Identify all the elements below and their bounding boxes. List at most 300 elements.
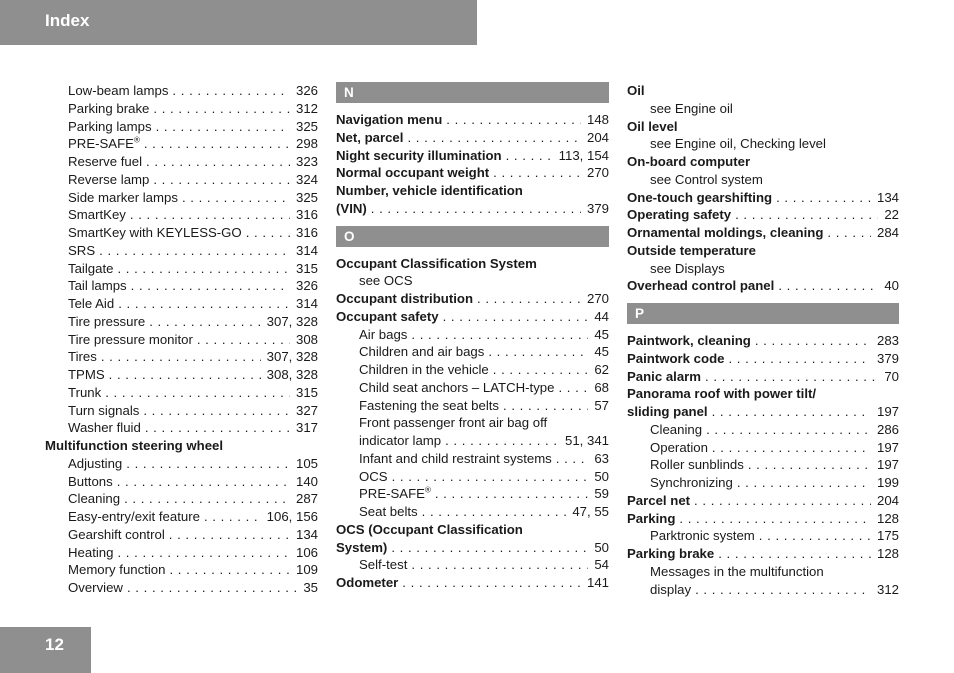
dot-leader <box>149 313 260 331</box>
entry-label: Tail lamps <box>68 278 127 294</box>
entry-page-ref: 45 <box>594 344 609 360</box>
index-entry <box>336 379 609 397</box>
entry-label: Adjusting <box>68 455 123 471</box>
entry-label: Easy-entry/exit feature <box>68 509 200 524</box>
index-column-2 <box>336 82 609 592</box>
entry-page-ref: 316 <box>295 207 318 223</box>
index-entry <box>336 556 609 574</box>
dot-leader <box>712 439 871 457</box>
dot-leader <box>204 508 261 526</box>
index-entry <box>336 503 609 521</box>
dot-leader <box>558 379 588 397</box>
entry-page-ref: 106 <box>295 544 318 560</box>
entry-label: sliding panel <box>627 404 708 419</box>
entry-label: Cleaning <box>650 421 703 437</box>
index-entry <box>45 402 318 420</box>
entry-label: Panic alarm <box>627 368 702 384</box>
entry-page-ref: 140 <box>295 473 318 489</box>
index-entry <box>627 350 899 368</box>
index-entry <box>45 224 318 242</box>
entry-label: Operating safety <box>627 207 732 223</box>
dot-leader <box>506 147 553 165</box>
entry-label: Net, parcel <box>336 129 404 145</box>
entry-page-ref: 40 <box>884 278 899 294</box>
entry-label: Multifunction steering wheel <box>45 438 224 453</box>
entry-label: Children in the vehicle <box>359 362 489 377</box>
index-entry <box>45 366 318 384</box>
dot-leader <box>391 539 588 557</box>
dot-leader <box>153 171 290 189</box>
dot-leader <box>446 111 581 129</box>
entry-page-ref: 307, 328 <box>266 313 318 329</box>
index-entry <box>627 456 899 474</box>
entry-label: On-board computer <box>627 154 751 169</box>
entry-label: Outside temperature <box>627 242 756 258</box>
entry-label: OCS <box>359 468 388 484</box>
index-entry <box>336 361 609 379</box>
dot-leader <box>735 206 878 224</box>
index-entry <box>45 526 318 544</box>
entry-page-ref: 315 <box>295 384 318 400</box>
index-entry <box>336 343 609 361</box>
entry-label: Heating <box>68 544 114 560</box>
index-entry <box>336 468 609 486</box>
dot-leader <box>117 544 290 562</box>
entry-label: Tailgate <box>68 260 114 276</box>
index-entry <box>336 255 609 273</box>
index-entry <box>627 563 899 581</box>
entry-page-ref: 314 <box>295 296 318 311</box>
entry-list <box>627 82 899 295</box>
index-entry <box>45 313 318 331</box>
entry-page-ref: 22 <box>884 207 899 223</box>
dot-leader <box>706 421 871 439</box>
dot-leader <box>144 135 290 153</box>
dot-leader <box>169 526 290 544</box>
dot-leader <box>130 206 290 224</box>
index-entry <box>45 295 318 313</box>
entry-page-ref: 134 <box>876 189 899 205</box>
index-entry <box>336 485 609 503</box>
entry-page-ref: 379 <box>876 350 899 366</box>
index-entry <box>627 510 899 528</box>
index-entry <box>336 432 609 450</box>
index-entry <box>336 414 609 432</box>
index-entry <box>627 492 899 510</box>
dot-leader <box>197 331 290 349</box>
index-entry <box>45 490 318 508</box>
index-entry <box>336 326 609 344</box>
entry-page-ref: 62 <box>594 362 609 377</box>
dot-leader <box>146 153 290 171</box>
index-entry <box>336 397 609 415</box>
entry-label: Paintwork, cleaning <box>627 333 751 348</box>
index-entry <box>336 539 609 557</box>
entry-page-ref: 54 <box>594 557 609 573</box>
dot-leader <box>488 343 588 361</box>
entry-label: Occupant safety <box>336 308 439 324</box>
entry-page-ref: 50 <box>594 468 609 484</box>
entry-label: Tire pressure monitor <box>68 331 193 347</box>
index-entry <box>45 277 318 295</box>
index-entry <box>45 437 318 455</box>
header-bar <box>0 0 477 45</box>
dot-leader <box>493 164 581 182</box>
dot-leader <box>145 419 290 437</box>
section-header-o: O <box>336 226 609 247</box>
entry-label: see OCS <box>359 273 413 289</box>
entry-label: PRE-SAFE® <box>359 485 431 502</box>
entry-page-ref: 270 <box>586 291 609 306</box>
index-entry <box>336 521 609 539</box>
entry-label: Buttons <box>68 473 113 489</box>
index-entry <box>336 200 609 218</box>
entry-label: Messages in the multifunction <box>650 563 824 579</box>
entry-page-ref: 204 <box>876 492 899 508</box>
entry-page-ref: 63 <box>594 450 609 466</box>
index-column-1 <box>45 82 318 597</box>
entry-list <box>627 332 899 598</box>
entry-label: Side marker lamps <box>68 189 178 205</box>
entry-page-ref: 109 <box>295 562 318 578</box>
dot-leader <box>422 503 567 521</box>
section-header-p: P <box>627 303 899 324</box>
dot-leader <box>126 455 290 473</box>
entry-page-ref: 47, 55 <box>572 504 609 519</box>
entry-label: Panorama roof with power tilt/ <box>627 386 817 402</box>
index-entry <box>45 153 318 171</box>
dot-leader <box>503 397 588 415</box>
index-entry <box>336 574 609 592</box>
entry-label: Cleaning <box>68 491 121 507</box>
dot-leader <box>435 485 588 503</box>
entry-page-ref: 197 <box>876 457 899 473</box>
index-entry <box>45 118 318 136</box>
entry-page-ref: 308, 328 <box>266 367 318 382</box>
entry-label: SRS <box>68 242 96 258</box>
dot-leader <box>371 200 581 218</box>
index-entry <box>336 450 609 468</box>
entry-page-ref: 70 <box>884 368 899 384</box>
index-entry <box>45 135 318 153</box>
dot-leader <box>99 242 290 260</box>
index-entry <box>45 561 318 579</box>
entry-label: Air bags <box>359 326 408 342</box>
dot-leader <box>778 277 878 295</box>
entry-label: (VIN) <box>336 200 367 216</box>
entry-page-ref: 45 <box>594 326 609 342</box>
index-entry <box>627 545 899 563</box>
entry-label: Tires <box>68 349 97 365</box>
index-entry <box>45 419 318 437</box>
entry-list <box>45 82 318 597</box>
entry-page-ref: 325 <box>295 118 318 134</box>
index-entry <box>627 206 899 224</box>
entry-label: see Engine oil, Checking level <box>650 136 826 152</box>
entry-page-ref: 44 <box>594 308 609 324</box>
entry-page-ref: 106, 156 <box>266 509 318 524</box>
entry-label: Paintwork code <box>627 350 725 366</box>
index-entry <box>45 473 318 491</box>
entry-label: Overview <box>68 580 123 595</box>
entry-page-ref: 317 <box>295 420 318 436</box>
entry-label: Children and air bags <box>359 344 485 360</box>
entry-page-ref: 308 <box>295 331 318 347</box>
section-header-n: N <box>336 82 609 103</box>
entry-label: Self-test <box>359 557 408 573</box>
entry-label: Reverse lamp <box>68 171 150 187</box>
index-entry <box>45 171 318 189</box>
entry-page-ref: 68 <box>594 379 609 395</box>
entry-label: see Control system <box>650 171 763 187</box>
entry-label: Synchronizing <box>650 475 733 490</box>
dot-leader <box>392 468 589 486</box>
entry-label: Infant and child restraint systems <box>359 450 552 466</box>
entry-page-ref: 325 <box>295 189 318 205</box>
dot-leader <box>117 473 290 491</box>
index-entry <box>627 153 899 171</box>
index-entry <box>45 242 318 260</box>
entry-label: PRE-SAFE® <box>68 135 140 152</box>
index-entry <box>627 260 899 278</box>
entry-page-ref: 283 <box>876 333 899 348</box>
entry-page-ref: 327 <box>295 402 318 418</box>
dot-leader <box>124 490 290 508</box>
dot-leader <box>172 82 290 100</box>
entry-page-ref: 298 <box>295 136 318 152</box>
page-title: Index <box>45 11 90 30</box>
entry-page-ref: 323 <box>295 154 318 169</box>
index-entry <box>627 135 899 153</box>
dot-leader <box>117 260 290 278</box>
entry-label: SmartKey with KEYLESS-GO <box>68 225 242 240</box>
index-entry <box>45 544 318 562</box>
index-column-3 <box>627 82 899 598</box>
entry-page-ref: 199 <box>876 475 899 490</box>
dot-leader <box>156 118 290 136</box>
index-entry <box>627 118 899 136</box>
index-entry <box>45 260 318 278</box>
index-entry <box>336 290 609 308</box>
entry-page-ref: 324 <box>295 171 318 187</box>
entry-label: Operation <box>650 439 708 455</box>
entry-page-ref: 307, 328 <box>266 349 318 365</box>
entry-page-ref: 379 <box>586 200 609 216</box>
dot-leader <box>718 545 871 563</box>
entry-page-ref: 270 <box>586 165 609 181</box>
dot-leader <box>728 350 871 368</box>
page-number: 12 <box>45 635 64 654</box>
entry-page-ref: 312 <box>876 581 899 597</box>
entry-page-ref: 113, 154 <box>558 147 609 163</box>
entry-label: Gearshift control <box>68 526 165 542</box>
dot-leader <box>105 384 290 402</box>
index-entry <box>336 111 609 129</box>
entry-label: Oil level <box>627 118 678 134</box>
entry-page-ref: 287 <box>295 491 318 507</box>
index-entry <box>627 277 899 295</box>
dot-leader <box>748 456 871 474</box>
page-number-box <box>0 627 91 673</box>
entry-label: Reserve fuel <box>68 154 143 169</box>
entry-label: Odometer <box>336 575 399 590</box>
index-entry <box>627 527 899 545</box>
entry-label: Overhead control panel <box>627 278 775 294</box>
entry-page-ref: 50 <box>594 539 609 555</box>
entry-page-ref: 57 <box>594 397 609 413</box>
entry-label: SmartKey <box>68 207 126 223</box>
entry-page-ref: 286 <box>876 421 899 437</box>
index-entry <box>627 403 899 421</box>
entry-page-ref: 316 <box>295 225 318 240</box>
entry-label: Occupant Classification System <box>336 255 537 271</box>
entry-page-ref: 315 <box>295 260 318 276</box>
dot-leader <box>407 129 581 147</box>
index-entry <box>627 224 899 242</box>
entry-label: Oil <box>627 83 645 98</box>
entry-label: Turn signals <box>68 402 140 418</box>
index-entry <box>45 189 318 207</box>
entry-label: Parcel net <box>627 492 691 508</box>
dot-leader <box>556 450 589 468</box>
entry-label: Memory function <box>68 562 166 578</box>
entry-label: OCS (Occupant Classification <box>336 521 523 537</box>
entry-list <box>336 255 609 592</box>
entry-label: Parking brake <box>627 546 715 561</box>
entry-page-ref: 197 <box>876 439 899 455</box>
dot-leader <box>101 348 261 366</box>
entry-label: One-touch gearshifting <box>627 189 773 205</box>
index-entry <box>336 147 609 165</box>
entry-page-ref: 284 <box>876 225 899 240</box>
index-entry <box>627 385 899 403</box>
entry-list <box>336 111 609 218</box>
dot-leader <box>712 403 871 421</box>
dot-leader <box>246 224 290 242</box>
index-entry <box>627 368 899 386</box>
entry-page-ref: 59 <box>594 486 609 502</box>
dot-leader <box>694 492 871 510</box>
index-entry <box>336 129 609 147</box>
entry-page-ref: 141 <box>586 575 609 590</box>
entry-page-ref: 134 <box>295 526 318 542</box>
dot-leader <box>443 308 589 326</box>
entry-page-ref: 197 <box>876 404 899 419</box>
dot-leader <box>402 574 581 592</box>
entry-page-ref: 314 <box>295 242 318 258</box>
entry-page-ref: 105 <box>295 455 318 471</box>
dot-leader <box>169 561 290 579</box>
entry-label: Front passenger front air bag off <box>359 415 548 431</box>
index-entry <box>45 331 318 349</box>
dot-leader <box>411 326 588 344</box>
index-entry <box>45 348 318 366</box>
index-entry <box>45 206 318 224</box>
index-entry <box>627 474 899 492</box>
entry-label: indicator lamp <box>359 433 442 448</box>
entry-page-ref: 312 <box>295 100 318 116</box>
entry-label: Tire pressure <box>68 313 146 329</box>
index-entry <box>45 579 318 597</box>
index-entry <box>627 421 899 439</box>
index-entry <box>336 164 609 182</box>
entry-label: TPMS <box>68 367 105 382</box>
entry-label: Parking brake <box>68 100 150 116</box>
entry-page-ref: 51, 341 <box>565 433 609 448</box>
entry-label: Parking lamps <box>68 118 152 134</box>
index-entry <box>627 171 899 189</box>
index-entry <box>627 189 899 207</box>
entry-label: Parktronic system <box>650 528 755 544</box>
index-entry <box>45 455 318 473</box>
index-entry <box>627 82 899 100</box>
dot-leader <box>445 432 559 450</box>
dot-leader <box>755 332 871 350</box>
entry-label: Night security illumination <box>336 147 502 163</box>
index-entry <box>336 272 609 290</box>
entry-label: System) <box>336 539 388 555</box>
entry-page-ref: 326 <box>295 83 318 98</box>
index-entry <box>45 82 318 100</box>
entry-page-ref: 148 <box>586 112 609 127</box>
dot-leader <box>143 402 290 420</box>
dot-leader <box>679 510 871 528</box>
dot-leader <box>411 556 588 574</box>
entry-label: Occupant distribution <box>336 291 474 306</box>
index-entry <box>45 100 318 118</box>
dot-leader <box>127 579 297 597</box>
dot-leader <box>827 224 871 242</box>
entry-label: Roller sunblinds <box>650 457 744 473</box>
index-entry <box>627 439 899 457</box>
entry-label: Navigation menu <box>336 112 443 127</box>
entry-label: Washer fluid <box>68 420 141 436</box>
entry-page-ref: 35 <box>303 580 318 595</box>
entry-page-ref: 128 <box>876 546 899 561</box>
index-entry <box>336 182 609 200</box>
dot-leader <box>131 277 290 295</box>
index-entry <box>45 508 318 526</box>
dot-leader <box>493 361 589 379</box>
dot-leader <box>118 295 290 313</box>
dot-leader <box>109 366 261 384</box>
entry-label: Number, vehicle identification <box>336 183 523 198</box>
entry-label: Low-beam lamps <box>68 83 169 98</box>
dot-leader <box>776 189 871 207</box>
dot-leader <box>705 368 878 386</box>
entry-label: see Engine oil <box>650 100 733 116</box>
entry-label: Fastening the seat belts <box>359 397 500 413</box>
dot-leader <box>477 290 581 308</box>
index-entry <box>627 332 899 350</box>
dot-leader <box>153 100 290 118</box>
entry-label: Trunk <box>68 384 102 400</box>
entry-label: Seat belts <box>359 504 418 519</box>
entry-label: Parking <box>627 510 676 526</box>
entry-page-ref: 128 <box>876 510 899 526</box>
index-entry <box>336 308 609 326</box>
entry-page-ref: 204 <box>586 129 609 145</box>
entry-label: see Displays <box>650 260 725 276</box>
index-entry <box>627 581 899 599</box>
entry-label: display <box>650 581 692 597</box>
index-entry <box>627 100 899 118</box>
entry-label: Tele Aid <box>68 296 115 311</box>
index-entry <box>627 242 899 260</box>
dot-leader <box>695 581 871 599</box>
entry-label: Child seat anchors – LATCH-type <box>359 379 555 395</box>
index-entry <box>45 384 318 402</box>
